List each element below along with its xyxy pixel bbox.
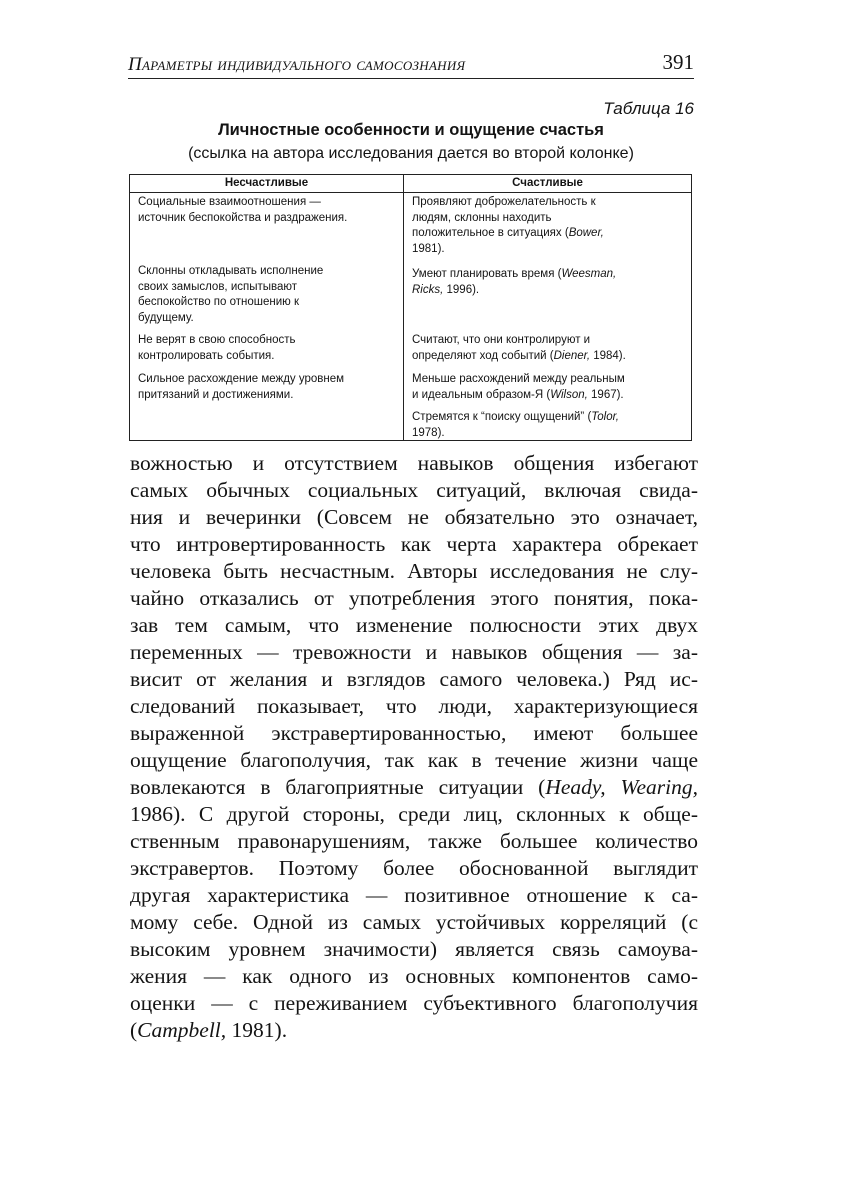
running-header <box>128 46 694 79</box>
text-line: вовлекаются в благоприятные ситуации (Heady, Wearing, <box>130 775 698 799</box>
text-line: зав тем самым, что изменение полюсности этих двух <box>130 613 698 637</box>
column-header-unhappy: Несчастливые <box>224 177 309 189</box>
column-header-happy: Счастливые <box>512 177 583 189</box>
text-line: другая характеристика — позитивное отношение к са- <box>130 883 698 907</box>
text-line: следований показывает, что люди, характеризующиеся <box>130 694 698 718</box>
text-line: выраженной экстравертированностью, имеют большее <box>130 721 698 745</box>
text-line: что интровертированность как черта характера обрекает <box>130 532 698 556</box>
text-line: чайно отказались от употребления этого понятия, пока- <box>130 586 698 610</box>
citation-authors: Heady, Wearing, <box>545 775 698 799</box>
table-label: Таблица 16 <box>603 99 694 118</box>
citation-author: Diener, <box>553 349 591 362</box>
happy-trait-5: Стремятся к “поиску ощущений” (Tolor, 1978). <box>412 411 620 439</box>
table-title: Личностные особенности и ощущение счастья <box>218 121 604 139</box>
body-text <box>130 450 698 1044</box>
text-line: ощущение благополучия, так как в течение жизни чаще <box>130 748 698 772</box>
text-line: 1986). С другой стороны, среди лиц, склонных к обще- <box>130 802 698 826</box>
running-title: Параметры индивидуального самосознания <box>128 54 466 75</box>
table-header-divider <box>130 192 691 193</box>
unhappy-trait-4: Сильное расхождение между уровнем притязаний и достижениями. <box>138 373 345 401</box>
unhappy-trait-3: Не верят в свою способность контролировать события. <box>138 334 296 362</box>
table-subtitle: (ссылка на автора исследования дается во второй колонке) <box>188 145 634 162</box>
text-line: мому себе. Одной из самых устойчивых корреляций (с <box>130 910 698 934</box>
text-line: жения — как одного из основных компонентов само- <box>130 964 698 988</box>
text-line: висит от желания и взглядов самого человека.) Ряд ис- <box>130 667 698 691</box>
unhappy-trait-1: Социальные взаимоотношения — источник беспокойства и раздражения. <box>138 196 348 224</box>
comparison-table <box>129 174 692 441</box>
citation-author: Weesman, Ricks, <box>412 268 617 296</box>
text-line: оценки — с переживанием субъективного благополучия <box>130 991 698 1015</box>
happy-trait-4: Меньше расхождений между реальным и идеальным образом-Я (Wilson, 1967). <box>412 373 625 401</box>
text-line: ственным правонарушениям, также большее количество <box>130 829 698 853</box>
citation-author: Wilson, <box>550 388 588 401</box>
text-line: ния и вечеринки (Совсем не обязательно это означает, <box>130 505 698 529</box>
unhappy-trait-2: Склонны откладывать исполнение своих замыслов, испытывают беспокойство по отношению к будущему. <box>138 265 324 324</box>
citation-author: Bower, <box>568 227 604 239</box>
text-line: вожностью и отсутствием навыков общения избегают <box>130 451 698 475</box>
citation-author: Campbell, <box>137 1018 227 1042</box>
happy-trait-1: Проявляют доброжелательность к людям, склонны находить положительное в ситуациях (Bower, 1981). <box>412 196 604 255</box>
citation-author: Tolor, <box>591 411 620 423</box>
text-line: самых обычных социальных ситуаций, включая свида- <box>130 478 698 502</box>
text-line: человека быть несчастным. Авторы исследования не слу- <box>130 559 698 583</box>
text-line: (Campbell, 1981). <box>130 1018 288 1042</box>
text-line: экстравертов. Поэтому более обоснованной выглядит <box>130 856 698 880</box>
happy-trait-3: Считают, что они контролируют и определяют ход событий (Diener, 1984). <box>412 334 626 362</box>
text-line: переменных — тревожности и навыков общения — за- <box>130 640 698 664</box>
happy-trait-2: Умеют планировать время (Weesman, Ricks, 1996). <box>412 268 617 296</box>
text-line: высоким уровнем значимости) является связь самоува- <box>130 937 698 961</box>
table-column-divider <box>403 175 404 440</box>
page-number: 391 <box>662 50 694 74</box>
